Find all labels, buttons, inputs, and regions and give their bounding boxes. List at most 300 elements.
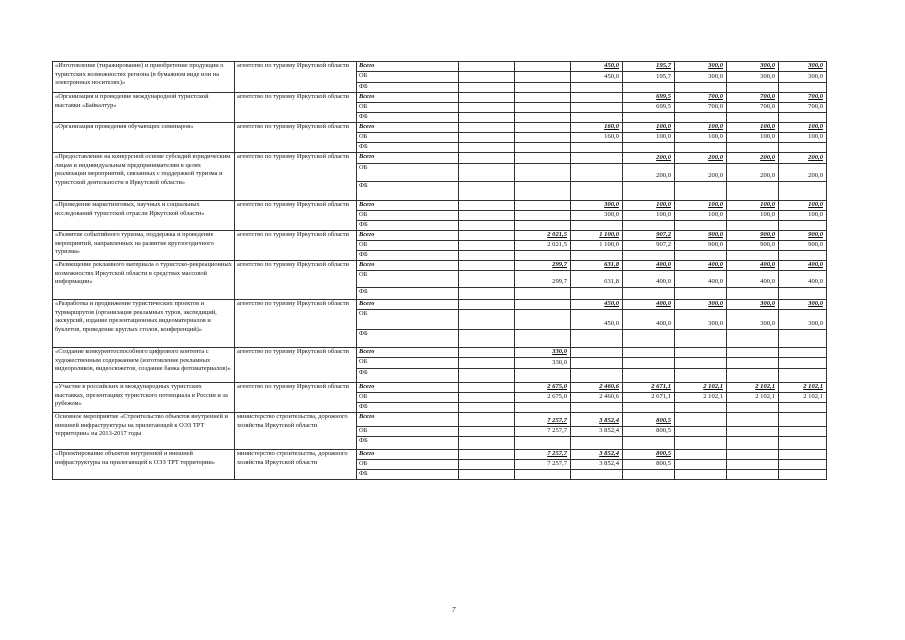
- executor-cell: агентство по туризму Иркутской области: [235, 201, 357, 231]
- table-row: [53, 450, 827, 460]
- table-row: [53, 201, 827, 211]
- amount-value: 300,0: [708, 300, 723, 308]
- amount-cell: [571, 123, 623, 133]
- amount-value: 3 852,4: [599, 417, 619, 425]
- funding-source-cell: Всего: [357, 123, 459, 133]
- amount-cell: [515, 182, 571, 201]
- amount-value: 699,5: [656, 93, 671, 101]
- amount-cell: [515, 93, 571, 103]
- amount-value: 100,0: [656, 133, 671, 141]
- amount-cell: [515, 103, 571, 113]
- amount-cell: [727, 330, 779, 348]
- executor-cell: агентство по туризму Иркутской области: [235, 348, 357, 383]
- amount-cell: [515, 143, 571, 153]
- amount-cell: [515, 358, 571, 369]
- amount-value: 700,0: [708, 103, 723, 111]
- amount-cell: [459, 330, 515, 348]
- amount-value: 2 102,1: [703, 393, 723, 401]
- executor-cell: министерство строительства, дорожного хозяйства Иркутской области: [235, 413, 357, 450]
- amount-cell: [571, 72, 623, 83]
- amount-cell: [779, 369, 827, 383]
- amount-cell: [623, 211, 675, 221]
- funding-source-cell: ОБ: [357, 211, 459, 221]
- amount-cell: [623, 310, 675, 330]
- amount-cell: [515, 133, 571, 143]
- funding-source-cell: ФБ: [357, 221, 459, 231]
- amount-cell: [727, 310, 779, 330]
- amount-cell: [623, 358, 675, 369]
- amount-cell: [459, 72, 515, 83]
- amount-cell: [779, 261, 827, 271]
- amount-cell: [779, 72, 827, 83]
- amount-cell: [779, 460, 827, 470]
- amount-cell: [727, 437, 779, 450]
- amount-cell: [623, 348, 675, 358]
- amount-cell: [779, 123, 827, 133]
- amount-value: 1 100,0: [599, 241, 619, 249]
- amount-cell: [571, 300, 623, 310]
- amount-cell: [727, 358, 779, 369]
- amount-cell: [727, 72, 779, 83]
- amount-cell: [515, 310, 571, 330]
- amount-value: 100,0: [708, 123, 723, 131]
- amount-cell: [459, 450, 515, 460]
- amount-cell: [515, 393, 571, 403]
- amount-cell: [571, 310, 623, 330]
- amount-value: 450,0: [604, 62, 619, 70]
- amount-cell: [515, 83, 571, 93]
- amount-cell: [459, 201, 515, 211]
- amount-cell: [571, 182, 623, 201]
- amount-cell: [459, 182, 515, 201]
- amount-value: 7 257,7: [547, 460, 567, 468]
- funding-source-cell: ОБ: [357, 103, 459, 113]
- amount-cell: [675, 123, 727, 133]
- amount-value: 300,0: [808, 320, 823, 328]
- amount-cell: [515, 164, 571, 182]
- amount-value: 100,0: [808, 133, 823, 141]
- amount-cell: [515, 251, 571, 261]
- amount-cell: [675, 470, 727, 480]
- amount-cell: [779, 348, 827, 358]
- amount-cell: [459, 93, 515, 103]
- amount-cell: [459, 310, 515, 330]
- amount-value: 300,0: [708, 320, 723, 328]
- amount-cell: [623, 123, 675, 133]
- amount-cell: [675, 153, 727, 164]
- amount-value: 631,8: [604, 278, 619, 286]
- amount-value: 2 460,6: [599, 393, 619, 401]
- amount-cell: [459, 369, 515, 383]
- amount-cell: [571, 450, 623, 460]
- amount-cell: [571, 271, 623, 288]
- amount-value: 400,0: [808, 278, 823, 286]
- amount-cell: [571, 403, 623, 413]
- amount-value: 400,0: [808, 261, 823, 269]
- amount-cell: [515, 271, 571, 288]
- amount-cell: [727, 143, 779, 153]
- executor-cell: агентство по туризму Иркутской области: [235, 153, 357, 201]
- amount-cell: [623, 221, 675, 231]
- amount-cell: [779, 153, 827, 164]
- amount-cell: [727, 271, 779, 288]
- amount-cell: [623, 83, 675, 93]
- amount-cell: [623, 427, 675, 437]
- amount-cell: [515, 288, 571, 300]
- amount-cell: [675, 393, 727, 403]
- amount-value: 7 257,7: [547, 417, 567, 425]
- amount-cell: [623, 201, 675, 211]
- amount-cell: [623, 450, 675, 460]
- amount-value: 100,0: [760, 201, 775, 209]
- amount-value: 900,0: [760, 241, 775, 249]
- amount-cell: [623, 62, 675, 72]
- amount-value: 400,0: [656, 278, 671, 286]
- amount-value: 3 852,4: [599, 427, 619, 435]
- amount-value: 400,0: [656, 261, 671, 269]
- amount-cell: [459, 427, 515, 437]
- amount-cell: [623, 182, 675, 201]
- amount-cell: [459, 358, 515, 369]
- executor-cell: агентство по туризму Иркутской области: [235, 300, 357, 348]
- amount-cell: [727, 62, 779, 72]
- amount-cell: [727, 182, 779, 201]
- amount-cell: [571, 133, 623, 143]
- amount-cell: [623, 288, 675, 300]
- amount-cell: [571, 93, 623, 103]
- funding-source-cell: Всего: [357, 450, 459, 460]
- amount-cell: [675, 330, 727, 348]
- amount-value: 300,0: [760, 300, 775, 308]
- amount-value: 330,0: [552, 359, 567, 367]
- funding-source-cell: ОБ: [357, 310, 459, 330]
- amount-cell: [571, 164, 623, 182]
- amount-cell: [459, 413, 515, 427]
- amount-cell: [459, 261, 515, 271]
- funding-source-cell: ФБ: [357, 113, 459, 123]
- amount-cell: [727, 403, 779, 413]
- amount-cell: [623, 72, 675, 83]
- amount-value: 2 021,5: [547, 241, 567, 249]
- funding-source-cell: Всего: [357, 153, 459, 164]
- amount-value: 2 102,1: [755, 393, 775, 401]
- amount-cell: [623, 93, 675, 103]
- amount-value: 700,0: [708, 93, 723, 101]
- amount-value: 200,0: [808, 154, 823, 162]
- amount-cell: [675, 403, 727, 413]
- amount-cell: [515, 330, 571, 348]
- amount-value: 195,7: [656, 62, 671, 70]
- amount-cell: [571, 369, 623, 383]
- amount-cell: [515, 413, 571, 427]
- amount-cell: [779, 143, 827, 153]
- amount-value: 400,0: [760, 261, 775, 269]
- amount-cell: [727, 103, 779, 113]
- amount-value: 3 852,4: [599, 450, 619, 458]
- amount-cell: [779, 211, 827, 221]
- amount-cell: [779, 221, 827, 231]
- activity-name-cell: «Размещение рекламного материала о туристско-рекреационных возможностях Иркутской области в средствах массовой информации»: [53, 261, 235, 300]
- table-row: [53, 261, 827, 271]
- funding-source-cell: ОБ: [357, 358, 459, 369]
- amount-value: 3 852,4: [599, 460, 619, 468]
- table-row: [53, 93, 827, 103]
- amount-value: 800,5: [656, 417, 671, 425]
- amount-cell: [779, 358, 827, 369]
- amount-value: 300,0: [760, 62, 775, 70]
- amount-value: 300,0: [808, 62, 823, 70]
- funding-source-cell: Всего: [357, 383, 459, 393]
- amount-cell: [727, 300, 779, 310]
- amount-cell: [727, 470, 779, 480]
- amount-cell: [515, 427, 571, 437]
- amount-cell: [515, 383, 571, 393]
- amount-value: 299,7: [552, 261, 567, 269]
- amount-cell: [779, 288, 827, 300]
- amount-cell: [571, 470, 623, 480]
- amount-cell: [459, 403, 515, 413]
- amount-cell: [623, 330, 675, 348]
- amount-cell: [727, 83, 779, 93]
- amount-cell: [623, 133, 675, 143]
- amount-cell: [623, 251, 675, 261]
- amount-cell: [571, 103, 623, 113]
- amount-value: 2 102,1: [755, 383, 775, 391]
- table-row: [53, 383, 827, 393]
- table-body: [53, 62, 827, 480]
- amount-cell: [779, 241, 827, 251]
- amount-cell: [459, 143, 515, 153]
- amount-value: 900,0: [808, 231, 823, 239]
- amount-cell: [675, 261, 727, 271]
- amount-value: 400,0: [760, 278, 775, 286]
- amount-cell: [459, 251, 515, 261]
- activity-name-cell: «Проведение маркетинговых, научных и социальных исследований туристской отрасли Иркутской области»: [53, 201, 235, 231]
- amount-cell: [515, 231, 571, 241]
- amount-value: 100,0: [808, 201, 823, 209]
- amount-cell: [675, 369, 727, 383]
- amount-value: 699,5: [656, 103, 671, 111]
- amount-cell: [459, 437, 515, 450]
- amount-cell: [727, 393, 779, 403]
- amount-cell: [727, 383, 779, 393]
- amount-value: 160,0: [604, 123, 619, 131]
- amount-value: 2 102,1: [803, 383, 823, 391]
- funding-source-cell: Всего: [357, 413, 459, 427]
- amount-cell: [623, 241, 675, 251]
- amount-value: 450,0: [604, 73, 619, 81]
- amount-cell: [727, 164, 779, 182]
- amount-cell: [459, 288, 515, 300]
- activity-name-cell: «Изготовление (тиражирование) и приобретение продукции о туристских возможностях региона (в бумажном виде или на электронных носителях)»: [53, 62, 235, 93]
- amount-cell: [623, 470, 675, 480]
- amount-cell: [571, 358, 623, 369]
- amount-value: 700,0: [808, 93, 823, 101]
- amount-cell: [623, 231, 675, 241]
- funding-source-cell: ФБ: [357, 182, 459, 201]
- amount-cell: [571, 460, 623, 470]
- amount-cell: [779, 470, 827, 480]
- amount-cell: [571, 113, 623, 123]
- amount-cell: [779, 450, 827, 460]
- amount-cell: [675, 437, 727, 450]
- amount-cell: [571, 251, 623, 261]
- amount-cell: [779, 93, 827, 103]
- amount-cell: [571, 261, 623, 271]
- amount-value: 7 257,7: [547, 450, 567, 458]
- amount-value: 200,0: [760, 154, 775, 162]
- amount-value: 400,0: [708, 261, 723, 269]
- budget-table: [52, 61, 827, 480]
- amount-cell: [571, 83, 623, 93]
- amount-value: 7 257,7: [547, 427, 567, 435]
- amount-cell: [623, 393, 675, 403]
- table-row: [53, 300, 827, 310]
- amount-cell: [727, 241, 779, 251]
- amount-cell: [459, 300, 515, 310]
- amount-value: 900,0: [808, 241, 823, 249]
- amount-value: 300,0: [708, 73, 723, 81]
- amount-value: 200,0: [708, 172, 723, 180]
- amount-value: 700,0: [760, 103, 775, 111]
- page-number: 7: [452, 606, 456, 614]
- amount-cell: [515, 470, 571, 480]
- table-row: [53, 123, 827, 133]
- amount-cell: [515, 153, 571, 164]
- amount-cell: [623, 271, 675, 288]
- amount-cell: [675, 413, 727, 427]
- funding-source-cell: ОБ: [357, 460, 459, 470]
- funding-source-cell: ФБ: [357, 251, 459, 261]
- amount-cell: [515, 348, 571, 358]
- amount-value: 200,0: [760, 172, 775, 180]
- amount-cell: [779, 133, 827, 143]
- amount-cell: [779, 182, 827, 201]
- amount-cell: [727, 460, 779, 470]
- amount-cell: [779, 393, 827, 403]
- amount-value: 2 021,5: [547, 231, 567, 239]
- amount-value: 299,7: [552, 278, 567, 286]
- amount-cell: [459, 393, 515, 403]
- amount-cell: [623, 403, 675, 413]
- amount-value: 800,5: [656, 427, 671, 435]
- amount-cell: [675, 427, 727, 437]
- amount-cell: [515, 72, 571, 83]
- amount-cell: [571, 211, 623, 221]
- amount-cell: [675, 182, 727, 201]
- amount-cell: [779, 383, 827, 393]
- amount-cell: [779, 300, 827, 310]
- activity-name-cell: «Участие в российских и международных туристских выставках, презентациях туристского потенциала в России и за рубежом»: [53, 383, 235, 413]
- amount-cell: [675, 103, 727, 113]
- funding-source-cell: Всего: [357, 348, 459, 358]
- funding-source-cell: ФБ: [357, 369, 459, 383]
- amount-cell: [459, 83, 515, 93]
- amount-value: 300,0: [760, 320, 775, 328]
- amount-cell: [459, 123, 515, 133]
- amount-value: 2 460,6: [599, 383, 619, 391]
- amount-cell: [571, 231, 623, 241]
- amount-cell: [571, 383, 623, 393]
- amount-cell: [571, 330, 623, 348]
- funding-source-cell: ОБ: [357, 133, 459, 143]
- table-row: [53, 62, 827, 72]
- amount-cell: [727, 231, 779, 241]
- amount-cell: [675, 113, 727, 123]
- amount-value: 400,0: [656, 320, 671, 328]
- funding-source-cell: ОБ: [357, 271, 459, 288]
- amount-value: 450,0: [604, 300, 619, 308]
- amount-value: 907,2: [656, 241, 671, 249]
- amount-value: 100,0: [708, 133, 723, 141]
- table-row: [53, 413, 827, 427]
- amount-cell: [571, 393, 623, 403]
- amount-cell: [779, 103, 827, 113]
- activity-name-cell: «Развитие событийного туризма, поддержка и проведение мероприятий, направленных на развитие круглогодичного туризма»: [53, 231, 235, 261]
- amount-value: 300,0: [604, 211, 619, 219]
- amount-value: 400,0: [708, 278, 723, 286]
- amount-cell: [675, 288, 727, 300]
- amount-cell: [675, 450, 727, 460]
- amount-cell: [623, 164, 675, 182]
- amount-cell: [727, 221, 779, 231]
- amount-cell: [675, 164, 727, 182]
- funding-source-cell: ФБ: [357, 288, 459, 300]
- amount-value: 450,0: [604, 320, 619, 328]
- amount-value: 300,0: [808, 73, 823, 81]
- amount-value: 160,0: [604, 133, 619, 141]
- amount-value: 900,0: [760, 231, 775, 239]
- amount-value: 2 671,1: [651, 393, 671, 401]
- amount-cell: [727, 427, 779, 437]
- amount-value: 100,0: [760, 133, 775, 141]
- amount-cell: [515, 211, 571, 221]
- amount-cell: [779, 330, 827, 348]
- amount-cell: [623, 103, 675, 113]
- funding-source-cell: ФБ: [357, 470, 459, 480]
- amount-cell: [571, 241, 623, 251]
- amount-cell: [515, 241, 571, 251]
- amount-cell: [515, 369, 571, 383]
- executor-cell: агентство по туризму Иркутской области: [235, 93, 357, 123]
- amount-value: 200,0: [656, 154, 671, 162]
- amount-value: 2 675,0: [547, 393, 567, 401]
- funding-source-cell: ФБ: [357, 83, 459, 93]
- activity-name-cell: «Организация и проведение международной туристской выставки «Байкалтур»: [53, 93, 235, 123]
- amount-value: 100,0: [708, 201, 723, 209]
- amount-cell: [727, 113, 779, 123]
- amount-value: 300,0: [604, 201, 619, 209]
- funding-source-cell: Всего: [357, 201, 459, 211]
- amount-value: 300,0: [808, 300, 823, 308]
- amount-cell: [571, 201, 623, 211]
- amount-value: 330,0: [552, 348, 567, 356]
- amount-cell: [459, 241, 515, 251]
- amount-cell: [459, 271, 515, 288]
- amount-cell: [623, 369, 675, 383]
- amount-value: 900,0: [708, 231, 723, 239]
- amount-cell: [779, 231, 827, 241]
- funding-source-cell: ОБ: [357, 393, 459, 403]
- amount-value: 200,0: [656, 172, 671, 180]
- executor-cell: агентство по туризму Иркутской области: [235, 62, 357, 93]
- amount-cell: [459, 348, 515, 358]
- amount-cell: [623, 460, 675, 470]
- amount-value: 100,0: [808, 211, 823, 219]
- amount-value: 100,0: [656, 123, 671, 131]
- amount-value: 400,0: [656, 300, 671, 308]
- amount-cell: [675, 231, 727, 241]
